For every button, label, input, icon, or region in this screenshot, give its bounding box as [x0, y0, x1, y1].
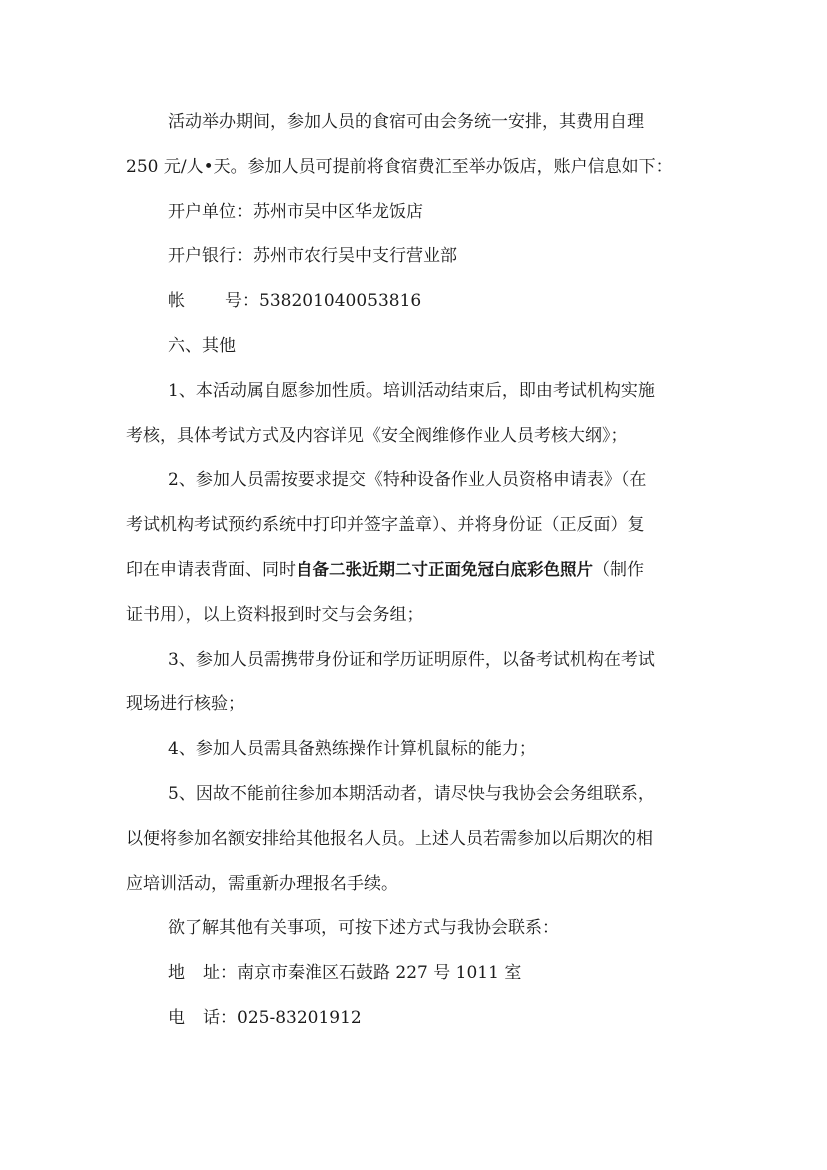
- paragraph-line: 考试机构考试预约系统中打印并签字盖章）、并将身份证（正反面）复: [126, 515, 645, 536]
- address-value: 址：南京市秦淮区石鼓路 227 号 1011 室: [203, 963, 522, 984]
- paragraph-line: 现场进行核验；: [126, 694, 245, 715]
- address-label-part1: 地: [168, 963, 185, 984]
- paragraph-line: 250 元/人•天。参加人员可提前将食宿费汇至举办饭店，账户信息如下：: [126, 156, 673, 177]
- paragraph-line: 活动举办期间，参加人员的食宿可由会务统一安排，其费用自理: [168, 112, 644, 132]
- account-number: [126, 279, 706, 324]
- paragraph-line: 应培训活动，需重新办理报名手续。: [126, 873, 398, 894]
- paragraph-line: 5、因故不能前往参加本期活动者，请尽快与我协会会务组联系，: [168, 783, 655, 804]
- text-run: 印在申请表背面、同时: [126, 559, 296, 580]
- account-bank: 开户银行：苏州市农行吴中支行营业部: [168, 246, 457, 267]
- contact-phone: [126, 996, 706, 1041]
- account-number-value: 号：538201040053816: [225, 291, 422, 312]
- paragraph-line: 4、参加人员需具备熟练操作计算机鼠标的能力；: [168, 739, 536, 760]
- paragraph-line: 欲了解其他有关事项，可按下述方式与我协会联系：: [168, 918, 559, 939]
- paragraph-line: 证书用），以上资料报到时交与会务组；: [126, 604, 424, 625]
- bold-text-run: 自备二张近期二寸正面免冠白底彩色照片: [296, 559, 593, 579]
- account-number-label-part1: 帐: [168, 291, 185, 312]
- section-heading: 六、其他: [168, 335, 236, 356]
- paragraph-line: [126, 548, 706, 593]
- account-unit: 开户单位：苏州市吴中区华龙饭店: [168, 201, 423, 222]
- paragraph-line: 1、本活动属自愿参加性质。培训活动结束后，即由考试机构实施: [168, 380, 655, 401]
- paragraph-line: 3、参加人员需携带身份证和学历证明原件，以备考试机构在考试: [168, 649, 655, 670]
- document-body: [126, 100, 706, 1041]
- phone-value: 话：025-83201912: [203, 1007, 362, 1028]
- text-run: （制作: [593, 559, 644, 580]
- phone-label-part1: 电: [168, 1007, 185, 1028]
- paragraph-line: 以便将参加名额安排给其他报名人员。上述人员若需参加以后期次的相: [126, 828, 653, 849]
- contact-address: [126, 951, 706, 996]
- paragraph-line: 2、参加人员需按要求提交《特种设备作业人员资格申请表》（在: [168, 470, 647, 491]
- paragraph-line: 考核，具体考试方式及内容详见《安全阀维修作业人员考核大纲》；: [126, 425, 628, 446]
